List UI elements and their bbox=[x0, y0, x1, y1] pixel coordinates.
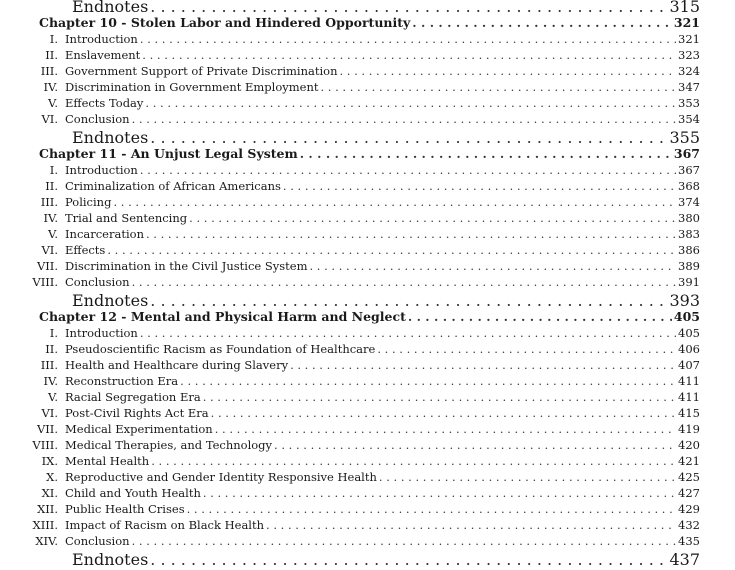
toc-title: Racial Segregation Era bbox=[65, 390, 201, 404]
toc-leader-dots bbox=[274, 438, 676, 452]
toc-title: Impact of Racism on Black Health bbox=[65, 518, 265, 532]
toc-section-number: I. bbox=[49, 32, 58, 46]
toc-title: Child and Youth Health bbox=[65, 486, 201, 500]
toc-leader-dots bbox=[145, 96, 676, 110]
toc-title: Criminalization of African Americans bbox=[65, 179, 281, 193]
toc-section-number: III. bbox=[40, 195, 58, 209]
toc-endnotes-row bbox=[0, 291, 735, 307]
toc-leader-dots bbox=[340, 64, 677, 78]
toc-section-row bbox=[0, 326, 735, 342]
toc-title: Policing bbox=[65, 195, 112, 209]
toc-page-number: 405 bbox=[673, 309, 700, 324]
toc-leader-dots bbox=[150, 291, 667, 307]
toc-chapter-row bbox=[0, 15, 735, 33]
toc-leader-dots bbox=[412, 15, 672, 30]
toc-section-number: IX. bbox=[41, 454, 58, 468]
toc-leader-dots bbox=[203, 486, 676, 500]
toc-page-number: 411 bbox=[678, 390, 700, 404]
toc-section-row bbox=[0, 163, 735, 179]
toc-leader-dots bbox=[266, 518, 676, 532]
toc-leader-dots bbox=[150, 0, 667, 13]
toc-page-number: 354 bbox=[678, 112, 700, 126]
toc-section-number: IV. bbox=[43, 211, 58, 225]
toc-page-number: 421 bbox=[678, 454, 700, 468]
toc-section-number: V. bbox=[48, 227, 58, 241]
toc-section-row bbox=[0, 48, 735, 64]
toc-leader-dots bbox=[113, 195, 676, 209]
toc-leader-dots bbox=[189, 211, 676, 225]
toc-page-number: 391 bbox=[678, 275, 700, 289]
toc-title: Conclusion bbox=[65, 534, 130, 548]
toc-page-number: 367 bbox=[678, 163, 700, 177]
toc-section-row bbox=[0, 275, 735, 291]
toc-title: Chapter 10 - Stolen Labor and Hindered Opportunity bbox=[39, 15, 411, 30]
toc-section-number: VI. bbox=[41, 243, 58, 257]
toc-title: Introduction bbox=[65, 163, 138, 177]
toc-section-number: VIII. bbox=[32, 275, 58, 289]
toc-title: Effects Today bbox=[65, 96, 144, 110]
toc-leader-dots bbox=[132, 112, 676, 126]
toc-leader-dots bbox=[379, 470, 676, 484]
toc-leader-dots bbox=[180, 374, 676, 388]
toc-section-row bbox=[0, 534, 735, 550]
toc-title: Endnotes bbox=[72, 0, 149, 13]
toc-section-number: XIV. bbox=[35, 534, 58, 548]
toc-page-number: 355 bbox=[669, 128, 700, 144]
toc-title: Reconstruction Era bbox=[65, 374, 179, 388]
toc-page-number: 425 bbox=[678, 470, 700, 484]
toc-title: Pseudoscientific Racism as Foundation of Healthcare bbox=[65, 342, 376, 356]
toc-section-number: IV. bbox=[43, 374, 58, 388]
toc-leader-dots bbox=[283, 179, 676, 193]
toc-section-number: III. bbox=[40, 358, 58, 372]
toc-title: Medical Therapies, and Technology bbox=[65, 438, 273, 452]
toc-page-number: 415 bbox=[678, 406, 700, 420]
toc-section-number: XI. bbox=[41, 486, 58, 500]
toc-page-number: 411 bbox=[678, 374, 700, 388]
toc-section-number: III. bbox=[40, 64, 58, 78]
toc-leader-dots bbox=[140, 326, 676, 340]
toc-page-number: 347 bbox=[678, 80, 700, 94]
toc-section-row bbox=[0, 342, 735, 358]
toc-title: Effects bbox=[65, 243, 106, 257]
toc-page-number: 368 bbox=[678, 179, 700, 193]
toc-title: Discrimination in the Civil Justice System bbox=[65, 259, 308, 273]
toc-section-row bbox=[0, 438, 735, 454]
toc-page-number: 324 bbox=[678, 64, 700, 78]
toc-title: Trial and Sentencing bbox=[65, 211, 188, 225]
toc-page-number: 353 bbox=[678, 96, 700, 110]
toc-title: Enslavement bbox=[65, 48, 141, 62]
toc-page-number: 389 bbox=[678, 259, 700, 273]
toc-title: Endnotes bbox=[72, 291, 149, 307]
toc-endnotes-row bbox=[0, 0, 735, 13]
toc-section-number: VI. bbox=[41, 406, 58, 420]
toc-leader-dots bbox=[140, 32, 676, 46]
toc-section-row bbox=[0, 211, 735, 227]
toc-section-row bbox=[0, 195, 735, 211]
toc-leader-dots bbox=[107, 243, 676, 257]
toc-section-row bbox=[0, 80, 735, 96]
toc-leader-dots bbox=[408, 309, 672, 324]
toc-section-row bbox=[0, 422, 735, 438]
toc-section-row bbox=[0, 390, 735, 406]
toc-page-number: 432 bbox=[678, 518, 700, 532]
toc-title: Conclusion bbox=[65, 275, 130, 289]
toc-endnotes-row bbox=[0, 550, 735, 566]
toc-section-row bbox=[0, 259, 735, 275]
toc-section-number: VI. bbox=[41, 112, 58, 126]
toc-page-number: 367 bbox=[673, 146, 700, 161]
toc-section-number: I. bbox=[49, 163, 58, 177]
toc-leader-dots bbox=[140, 163, 676, 177]
toc-leader-dots bbox=[150, 550, 667, 566]
toc-section-number: II. bbox=[45, 342, 58, 356]
toc-leader-dots bbox=[310, 259, 677, 273]
toc-page-number: 393 bbox=[669, 291, 700, 307]
toc-page-number: 437 bbox=[669, 550, 700, 566]
toc-title: Endnotes bbox=[72, 550, 149, 566]
toc-section-row bbox=[0, 243, 735, 259]
toc-leader-dots bbox=[377, 342, 676, 356]
toc-section-number: V. bbox=[48, 390, 58, 404]
toc-title: Chapter 12 - Mental and Physical Harm and Neglect bbox=[39, 309, 406, 324]
toc-page-number: 321 bbox=[673, 15, 700, 30]
toc-page-number: 374 bbox=[678, 195, 700, 209]
toc-section-row bbox=[0, 406, 735, 422]
toc-section-row bbox=[0, 518, 735, 534]
toc-page-number: 315 bbox=[669, 0, 700, 13]
toc-page-number: 435 bbox=[678, 534, 700, 548]
toc-title: Endnotes bbox=[72, 128, 149, 144]
toc-leader-dots bbox=[203, 390, 676, 404]
toc-section-number: VIII. bbox=[32, 438, 58, 452]
toc-title: Chapter 11 - An Unjust Legal System bbox=[39, 146, 298, 161]
toc-section-row bbox=[0, 64, 735, 80]
toc-section-row bbox=[0, 486, 735, 502]
toc-section-number: X. bbox=[46, 470, 58, 484]
toc-section-number: II. bbox=[45, 48, 58, 62]
toc-chapter-row bbox=[0, 146, 735, 164]
toc-leader-dots bbox=[290, 358, 676, 372]
toc-section-row bbox=[0, 96, 735, 112]
toc-leader-dots bbox=[151, 454, 676, 468]
toc-title: Medical Experimentation bbox=[65, 422, 213, 436]
toc-page-number: 427 bbox=[678, 486, 700, 500]
toc-endnotes-row bbox=[0, 128, 735, 144]
toc-title: Reproductive and Gender Identity Responsive Health bbox=[65, 470, 377, 484]
toc-leader-dots bbox=[150, 128, 667, 144]
toc-page-number: 419 bbox=[678, 422, 700, 436]
toc-section-number: VII. bbox=[36, 259, 58, 273]
toc-leader-dots bbox=[215, 422, 676, 436]
toc-section-row bbox=[0, 179, 735, 195]
toc-page-number: 429 bbox=[678, 502, 700, 516]
toc-leader-dots bbox=[187, 502, 676, 516]
toc-title: Post-Civil Rights Act Era bbox=[65, 406, 209, 420]
toc-section-row bbox=[0, 112, 735, 128]
toc-title: Discrimination in Government Employment bbox=[65, 80, 319, 94]
toc-title: Conclusion bbox=[65, 112, 130, 126]
toc-leader-dots bbox=[300, 146, 672, 161]
toc-title: Government Support of Private Discrimination bbox=[65, 64, 338, 78]
toc-title: Public Health Crises bbox=[65, 502, 185, 516]
toc-leader-dots bbox=[132, 275, 676, 289]
toc-leader-dots bbox=[142, 48, 676, 62]
toc-section-row bbox=[0, 502, 735, 518]
toc-page-number: 386 bbox=[678, 243, 700, 257]
toc-section-row bbox=[0, 32, 735, 48]
toc-title: Introduction bbox=[65, 326, 138, 340]
toc-title: Introduction bbox=[65, 32, 138, 46]
toc-page-number: 321 bbox=[678, 32, 700, 46]
toc-page-number: 405 bbox=[678, 326, 700, 340]
toc-section-number: XII. bbox=[37, 502, 58, 516]
toc-title: Incarceration bbox=[65, 227, 144, 241]
toc-page-number: 383 bbox=[678, 227, 700, 241]
toc-section-row bbox=[0, 227, 735, 243]
toc-page-number: 406 bbox=[678, 342, 700, 356]
toc-title: Health and Healthcare during Slavery bbox=[65, 358, 289, 372]
toc-section-number: II. bbox=[45, 179, 58, 193]
toc-leader-dots bbox=[146, 227, 676, 241]
toc-section-row bbox=[0, 454, 735, 470]
toc-section-row bbox=[0, 470, 735, 486]
toc-page-number: 323 bbox=[678, 48, 700, 62]
toc-section-number: I. bbox=[49, 326, 58, 340]
toc-section-number: V. bbox=[48, 96, 58, 110]
toc-section-number: VII. bbox=[36, 422, 58, 436]
toc-section-number: XIII. bbox=[32, 518, 58, 532]
toc-page-number: 380 bbox=[678, 211, 700, 225]
toc-leader-dots bbox=[211, 406, 676, 420]
toc-leader-dots bbox=[132, 534, 676, 548]
toc-page-number: 420 bbox=[678, 438, 700, 452]
toc-section-number: IV. bbox=[43, 80, 58, 94]
toc-title: Mental Health bbox=[65, 454, 150, 468]
toc-leader-dots bbox=[321, 80, 677, 94]
toc-page-number: 407 bbox=[678, 358, 700, 372]
toc-section-row bbox=[0, 374, 735, 390]
toc-section-row bbox=[0, 358, 735, 374]
toc-chapter-row bbox=[0, 309, 735, 327]
